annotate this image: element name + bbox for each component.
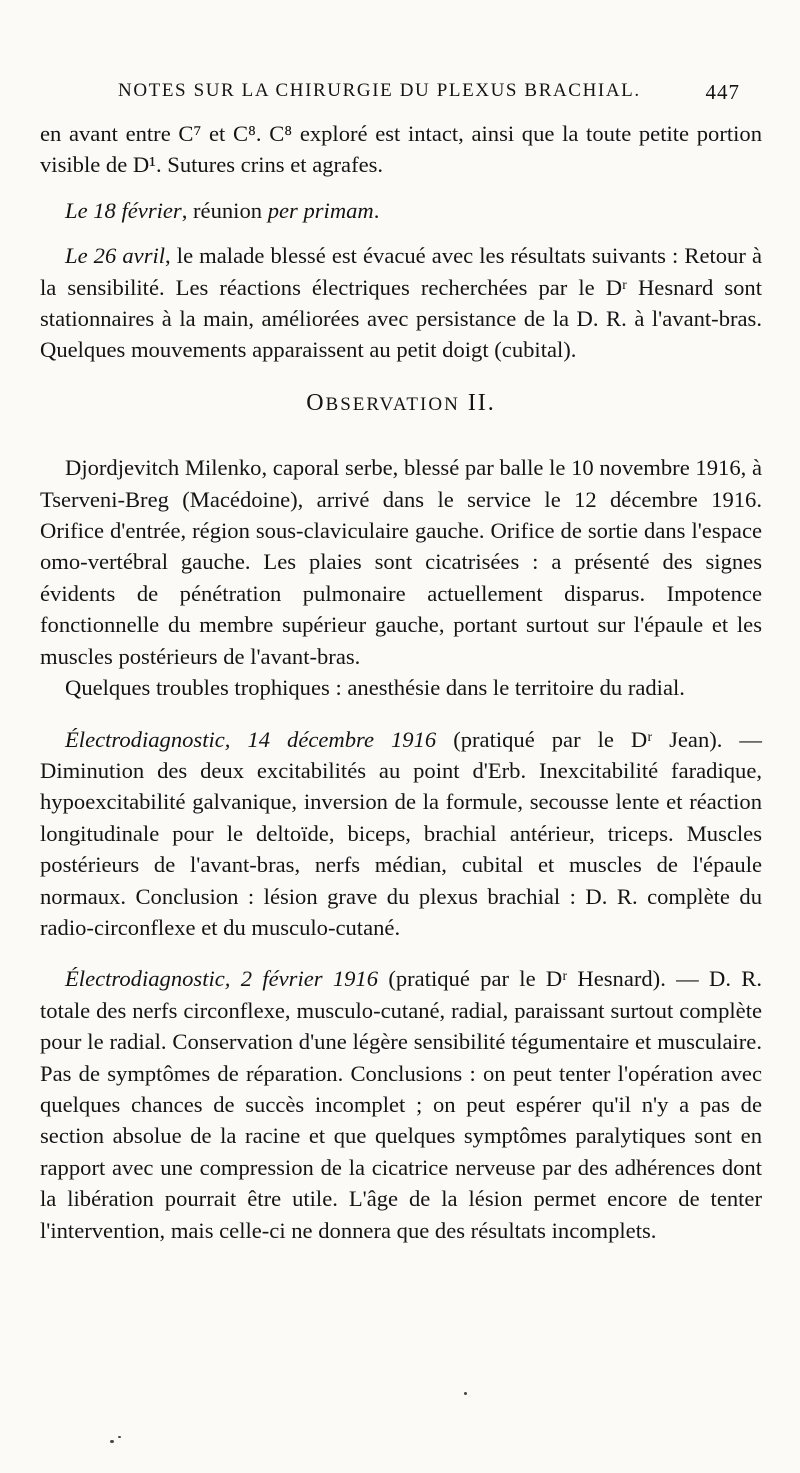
text: . bbox=[373, 197, 380, 223]
text-body bbox=[40, 118, 762, 1246]
ink-speck bbox=[110, 1440, 114, 1443]
text: (pratiqué par le Dʳ Hesnard). — D. R. totale des nerfs circonflexe, musculo-cutané, radial, paraissant surtout complète pour le radial. Conservation d'une légère sensibilité tégumentaire et musculaire. Pas de symptômes de réparation. Conclusions : on peut tenter l'opération avec quelques chances de succès incomplet ; on peut espérer qu'il n'y a pas de section absolue de la racine et que quelques symptômes paralytiques sont en rapport avec une compression de la cicatrice nerveuse par des adhérences dont la libération pourrait être utile. L'âge de la lésion permet encore de tenter l'intervention, mais celle-ci ne donnera que des résultats incomplets. bbox=[40, 966, 762, 1243]
paragraph-april-note bbox=[40, 240, 762, 366]
date-april: Le 26 avril bbox=[65, 243, 166, 269]
running-title: NOTES SUR LA CHIRURGIE DU PLEXUS BRACHIAL. bbox=[118, 80, 641, 101]
text: , le malade blessé est évacué avec les résultats suivants : Retour à la sensibilité. Les réactions électriques recherchées par le Dʳ Hesnard sont stationnaires à la main, améliorées avec persistance de la D. R. à l'avant-bras. Quelques mouvements apparaissent au petit doigt (cubital). bbox=[40, 243, 762, 363]
ink-speck bbox=[118, 1436, 121, 1438]
text: , réunion bbox=[181, 197, 268, 223]
paragraph-electrodiagnostic-february bbox=[40, 963, 762, 1246]
paragraph-electrodiagnostic-december bbox=[40, 724, 762, 944]
page-number: 447 bbox=[705, 80, 740, 104]
paragraph-trophic: Quelques troubles trophiques : anesthésie dans le territoire du radial. bbox=[65, 675, 685, 701]
paragraph-patient-history: Djordjevitch Milenko, caporal serbe, blessé par balle le 10 novembre 1916, à Tserveni-Breg (Macédoine), arrivé dans le service le 12 décembre 1916. Orifice d'entrée, région sous-claviculaire gauche. Orifice de sortie dans l'espace omo-vertébral gauche. Les plaies sont cicatrisées : a présenté des signes évidents de pénétration pulmonaire actuellement disparus. Impotence fonctionnelle du membre supérieur gauche, portant surtout sur l'épaule et les muscles postérieurs de l'avant-bras. bbox=[40, 455, 762, 669]
electrodiagnostic-lead: Électrodiagnostic, 2 février 1916 bbox=[65, 966, 379, 992]
latin-phrase: per primam bbox=[267, 197, 374, 223]
heading-smallcaps: BSERVATION bbox=[325, 393, 460, 415]
date-february: Le 18 février bbox=[65, 197, 182, 223]
electrodiagnostic-lead: Électrodiagnostic, 14 décembre 1916 bbox=[65, 726, 437, 752]
running-header bbox=[0, 80, 800, 110]
heading-number: II. bbox=[459, 389, 496, 416]
section-heading bbox=[40, 388, 762, 420]
ink-speck bbox=[464, 1392, 467, 1395]
paragraph-february-note bbox=[40, 195, 762, 226]
text: (pratiqué par le Dʳ Jean). — Diminution des deux excitabilités au point d'Erb. Inexcitabilité faradique, hypoexcitabilité galvanique, inversion de la formule, secousse lente et réaction longitudinale pour le deltoïde, biceps, brachial antérieur, triceps. Muscles postérieurs de l'avant-bras, nerfs médian, cubital et muscles de l'épaule normaux. Conclusion : lésion grave du plexus brachial : D. R. complète du radio-circonflexe et du musculo-cutané. bbox=[40, 726, 763, 940]
paragraph-continuation: en avant entre C⁷ et C⁸. C⁸ exploré est intact, ainsi que la toute petite portion visible de D¹. Sutures crins et agrafes. bbox=[40, 121, 762, 178]
heading-initial: O bbox=[306, 389, 326, 416]
